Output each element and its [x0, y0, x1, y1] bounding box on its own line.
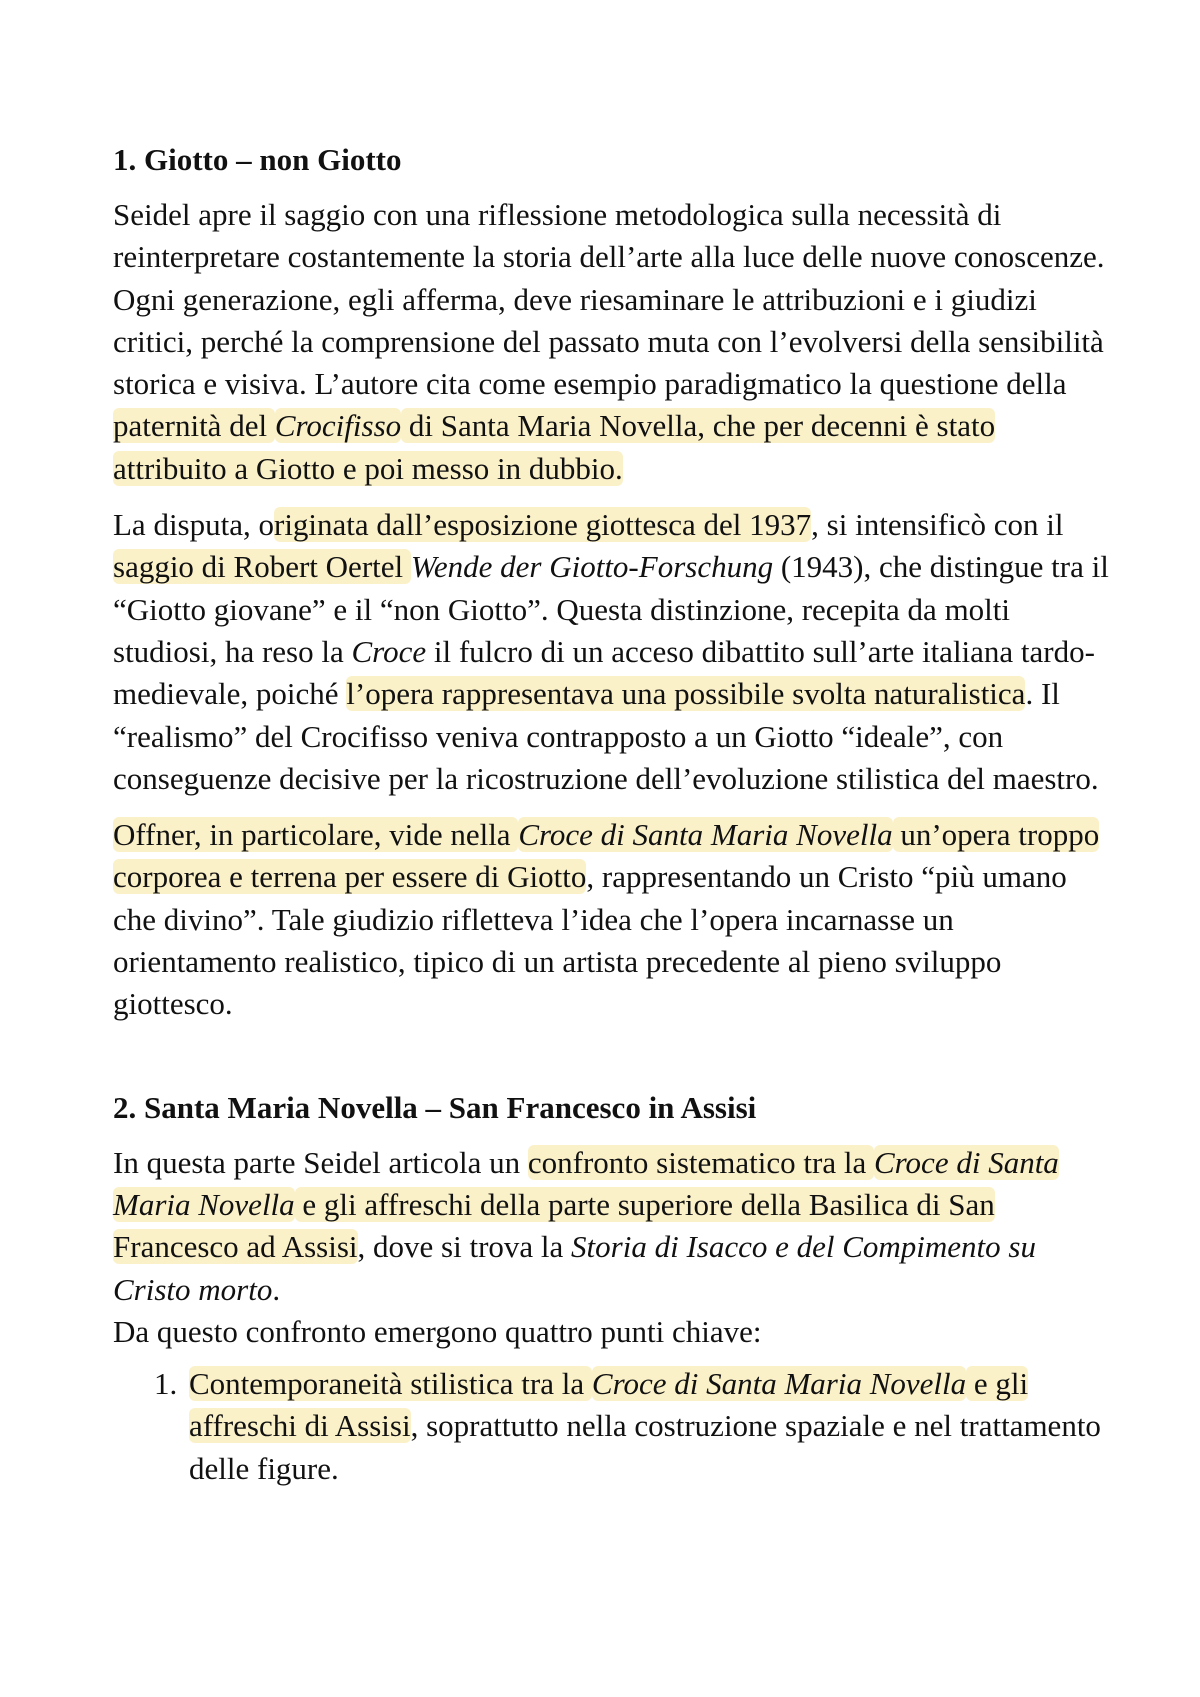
highlighted-italic-title: Croce di Santa Maria Novella	[591, 1366, 967, 1402]
text-run: La disputa, o	[113, 507, 274, 543]
highlighted-text: paternità del	[113, 408, 275, 444]
text-run: , dove si trova la	[357, 1229, 572, 1265]
text-run: Da questo confronto emergono quattro punti chiave:	[113, 1313, 762, 1349]
paragraph	[113, 1142, 1113, 1353]
text-run: . Il “realismo” del Crocifisso veniva contrapposto a un Giotto “ideale”, con conseguenze decisive per la ricostruzione dell’evoluzione stilistica del maestro.	[113, 676, 1099, 796]
highlighted-text: e gli affreschi della parte superiore della Basilica di San Francesco ad Assisi	[113, 1186, 995, 1265]
text-run: Seidel apre il saggio con una riflessione metodologica sulla necessità di reinterpretare costantemente la storia dell’arte alla luce delle nuove conoscenze. Ogni generazione, egli afferma, deve riesaminare le attribuzioni e i giudizi critici, perché la comprensione del passato muta con l’evolversi della sensibilità storica e visiva. L’autore cita come esempio paradigmatico la questione della	[113, 197, 1105, 402]
text-run: , soprattutto nella costruzione spaziale e nel trattamento delle figure.	[189, 1408, 1101, 1486]
list-item	[185, 1363, 1113, 1490]
highlighted-text: confronto sistematico tra la	[527, 1144, 874, 1180]
section-1	[113, 140, 1113, 1026]
section-heading: 1. Giotto – non Giotto	[113, 142, 402, 177]
text-run: In questa parte Seidel articola un	[113, 1144, 528, 1180]
section-2	[113, 1088, 1113, 1490]
document-body	[113, 140, 1113, 1490]
highlighted-text: saggio di Robert Oertel	[113, 549, 411, 585]
highlighted-text: e gli affreschi di Assisi	[189, 1366, 1029, 1444]
text-run: .	[272, 1271, 281, 1307]
key-points-list	[113, 1363, 1113, 1490]
section-heading: 2. Santa Maria Novella – San Francesco in Assisi	[113, 1089, 757, 1125]
highlighted-text: un’opera troppo corporea e terrena per essere di Giotto	[113, 817, 1100, 895]
italic-title: Wende der Giotto-Forschung	[410, 549, 774, 585]
highlighted-italic-title: Crocifisso	[274, 408, 402, 444]
highlighted-text: Offner, in particolare, vide nella	[113, 817, 519, 853]
paragraph	[113, 504, 1113, 800]
text-run: , si intensificò con il	[811, 507, 1064, 543]
paragraph	[113, 814, 1113, 1025]
highlighted-italic-title: Croce di Santa Maria Novella	[518, 817, 893, 853]
highlighted-text: di Santa Maria Novella, che per decenni è stato attribuito a Giotto e poi messo in dubbio.	[113, 408, 996, 486]
text-run: (1943), che distingue tra il “Giotto giovane” e il “non Giotto”. Questa distinzione, recepita da molti studiosi, ha reso la	[113, 549, 1109, 669]
highlighted-text: riginata dall’esposizione giottesca del 1937	[274, 507, 812, 543]
italic-title: Croce	[351, 633, 427, 669]
italic-title: Storia di Isacco e del Compimento su Cristo morto	[113, 1229, 1036, 1307]
paragraph	[113, 194, 1113, 490]
highlighted-text: Contemporaneità stilistica tra la	[189, 1366, 592, 1402]
text-run: , rappresentando un Cristo “più umano che divino”. Tale giudizio rifletteva l’idea che l’opera incarnasse un orientamento realistico, tipico di un artista precedente al pieno sviluppo giottesco.	[113, 859, 1067, 1022]
highlighted-italic-title: Croce di Santa Maria Novella	[113, 1144, 1059, 1222]
highlighted-text: l’opera rappresentava una possibile svolta naturalistica	[346, 676, 1026, 712]
text-run: il fulcro di un acceso dibattito sull’arte italiana tardo-medievale, poiché	[113, 633, 1095, 712]
